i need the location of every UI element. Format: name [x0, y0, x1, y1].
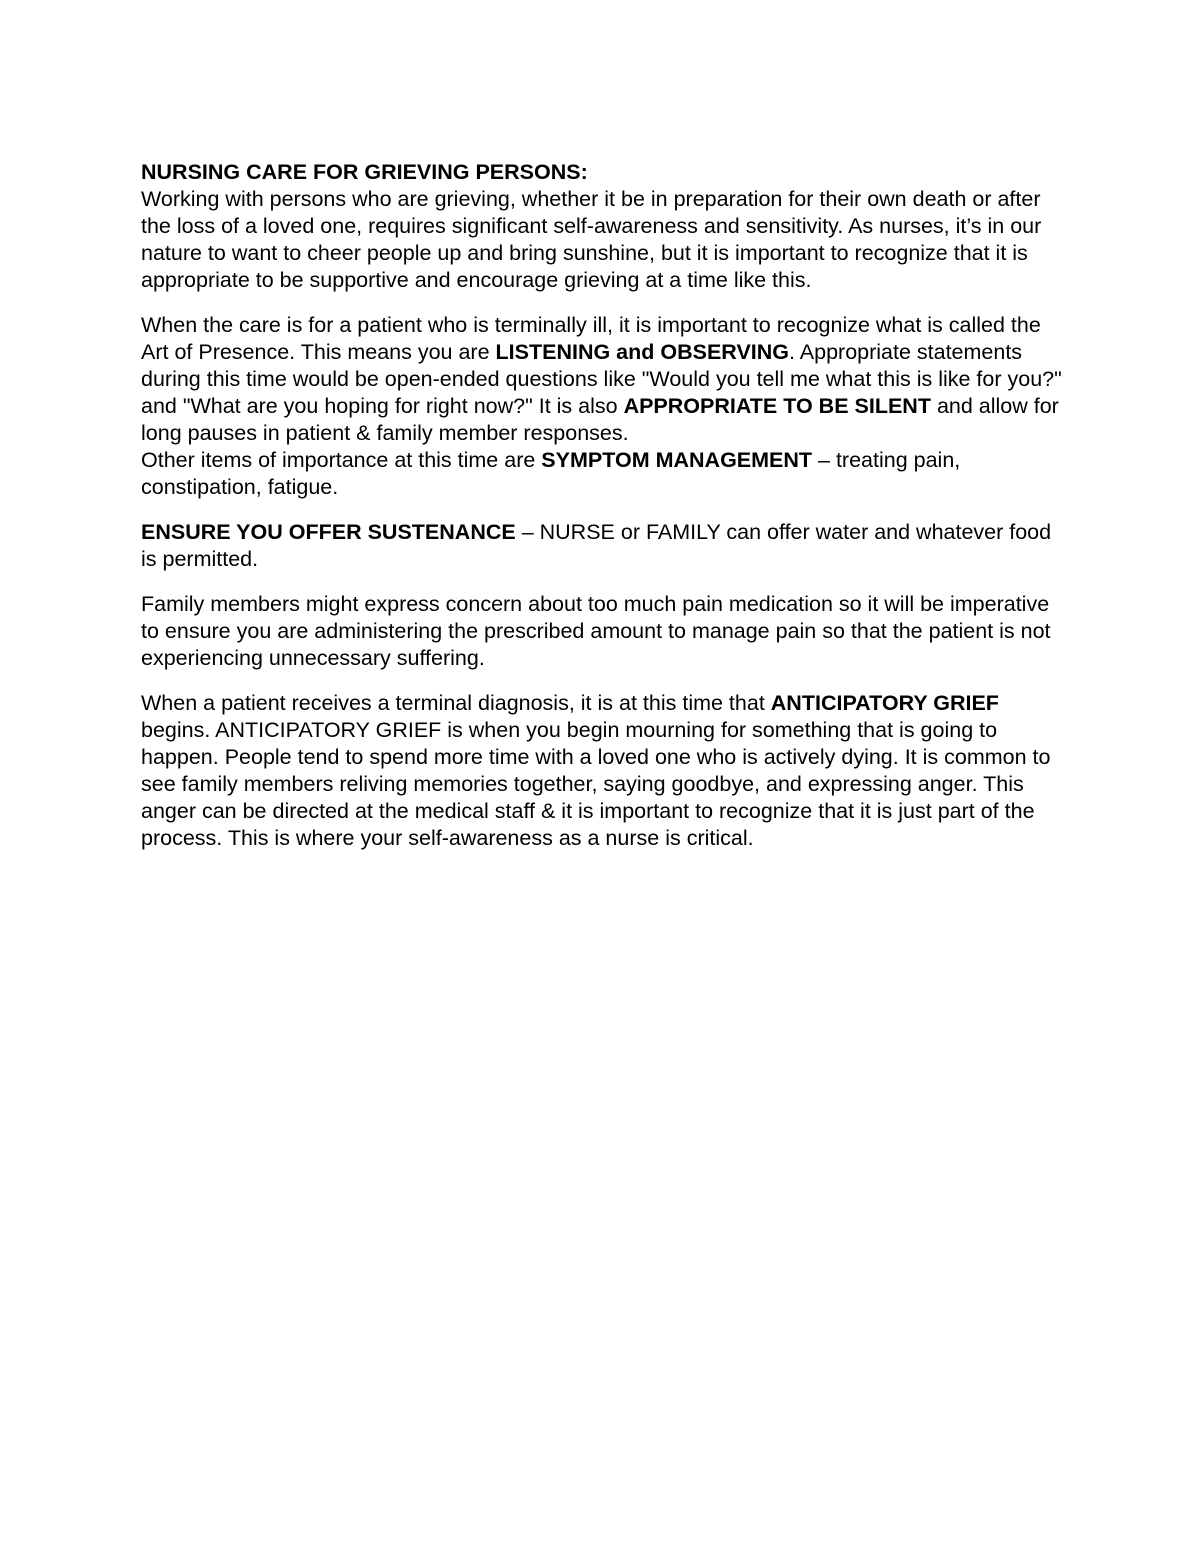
presence-emphasis-listening: LISTENING and OBSERVING — [495, 340, 790, 364]
symptom-text-1: Other items of importance at this time are — [141, 448, 542, 472]
sustenance-paragraph — [141, 519, 1071, 573]
document-heading: NURSING CARE FOR GRIEVING PERSONS: — [141, 160, 588, 184]
presence-text-1: When the care is for a patient who is terminally ill, it is important to recognize what is called the Art of Presence. This means you are — [141, 313, 1041, 364]
anticipatory-emphasis: ANTICIPATORY GRIEF — [770, 691, 999, 715]
intro-paragraph: Working with persons who are grieving, whether it be in preparation for their own death or after the loss of a loved one, requires significant self-awareness and sensitivity. As nurses, it’s in our nature to want to cheer people up and bring sunshine, but it is important to recognize that it is appropriate to be supportive and encourage grieving at a time like this. — [141, 187, 1042, 292]
medication-paragraph: Family members might express concern about too much pain medication so it will be imperative to ensure you are administering the prescribed amount to manage pain so that the patient is not experiencing unnecessary suffering. — [141, 592, 1051, 670]
presence-paragraph — [141, 312, 1071, 447]
presence-text-2: . Appropriate statements during this time would be open-ended questions like "Would you tell me what this is like for you?" and "What are you hoping for right now?" It is also — [141, 340, 1062, 418]
symptom-paragraph — [141, 447, 1071, 501]
sustenance-text-1: – NURSE or FAMILY can offer water and whatever food is permitted. — [141, 520, 1052, 571]
anticipatory-text-2: begins. ANTICIPATORY GRIEF is when you begin mourning for something that is going to happen. People tend to spend more time with a loved one who is actively dying. It is common to see family members reliving memories together, saying goodbye, and expressing anger. This anger can be directed at the medical staff & it is important to recognize that it is just part of the process. This is where your self-awareness as a nurse is critical. — [141, 718, 1051, 850]
anticipatory-paragraph — [141, 690, 1071, 852]
symptom-emphasis: SYMPTOM MANAGEMENT — [541, 448, 813, 472]
presence-text-3: and allow for long pauses in patient & family member responses. — [141, 394, 1059, 445]
document-page — [141, 159, 1071, 852]
presence-emphasis-silent: APPROPRIATE TO BE SILENT — [623, 394, 931, 418]
anticipatory-text-1: When a patient receives a terminal diagnosis, it is at this time that — [141, 691, 771, 715]
sustenance-emphasis: ENSURE YOU OFFER SUSTENANCE — [141, 520, 516, 544]
symptom-text-2: – treating pain, constipation, fatigue. — [141, 448, 961, 499]
